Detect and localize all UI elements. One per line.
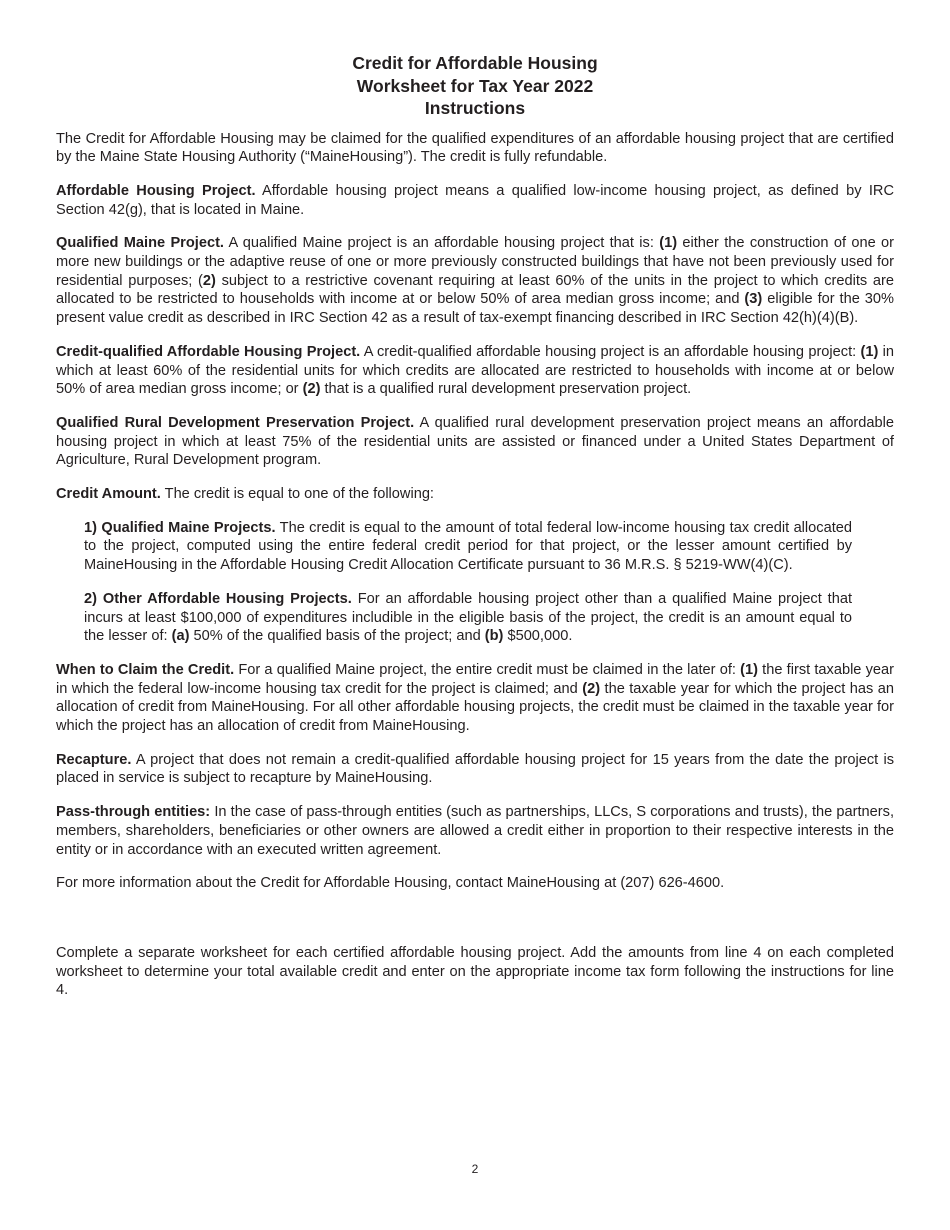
qualified-maine-project-heading: Qualified Maine Project. [56,235,224,252]
option-1-paragraph [84,519,852,575]
document-title [56,52,894,120]
when-to-claim-paragraph [56,661,894,736]
credit-qualified-project-text-3: that is a qualified rural development preservation project. [320,381,692,398]
document-page [56,52,894,1015]
more-info-paragraph: For more information about the Credit for Affordable Housing, contact MaineHousing at (207) 626-4600. [56,875,725,892]
credit-amount-text: The credit is equal to one of the following: [160,486,434,503]
complete-worksheet-paragraph: Complete a separate worksheet for each certified affordable housing project. Add the amounts from line 4 on each completed worksheet to determine your total available credit and enter on the appropriate income tax form following the instructions for line 4. [56,945,894,999]
qualified-maine-project-marker-3: (3) [744,291,763,308]
credit-qualified-project-text-2: in which at least 60% of the residential units for which credits are allocated are restricted to households with income at or below 50% of area median gross income; or [56,343,894,398]
credit-qualified-project-heading: Credit-qualified Affordable Housing Project. [56,343,361,360]
affordable-housing-project-heading: Affordable Housing Project. [56,182,256,199]
option-1-text: The credit is equal to the amount of total federal low-income housing tax credit allocated to the project, computed using the entire federal credit period for that project, or the lesser amount certified by MaineHousing in the Affordable Housing Credit Allocation Certificate pursuant to 36 M.R.S. § 5219-WW(4)(C). [84,519,852,574]
qualified-maine-project-marker-1: (1) [659,235,678,252]
recapture-heading: Recapture. [56,751,132,768]
credit-qualified-project-paragraph [56,343,894,399]
credit-amount-paragraph [56,485,894,504]
rural-preservation-project-text: A qualified rural development preservation project means an affordable housing project in which at least 75% of the residential units are assisted or financed under a United States Department of Agriculture, Rural Development program. [56,414,895,469]
intro-paragraph: The Credit for Affordable Housing may be claimed for the qualified expenditures of an affordable housing project that are certified by the Maine State Housing Authority (“MaineHousing”). The credit is fully refundable. [56,130,894,166]
when-to-claim-text-1: For a qualified Maine project, the entire credit must be claimed in the later of: [234,661,741,678]
option-2-text-2: 50% of the qualified basis of the project; and [189,628,485,645]
qualified-maine-project-text-4: eligible for the 30% present value credit as described in IRC Section 42 as a result of tax-exempt financing described in IRC Section 42(h)(4)(B). [56,291,894,327]
option-2-text-3: $500,000. [503,628,573,645]
affordable-housing-project-paragraph [56,182,894,219]
option-2-marker-b: (b) [484,628,504,645]
qualified-maine-project-text-3: subject to a restrictive covenant requiring at least 60% of the units in the project to which credits are allocated to be restricted to households with income at or below 50% of area median gross income; and [56,272,894,308]
when-to-claim-text-3: the taxable year for which the project has an allocation of credit from MaineHousing. For all other affordable housing projects, the credit must be claimed in the taxable year for which the project has an allocation of credit from MaineHousing. [56,680,895,735]
affordable-housing-project-text: Affordable housing project means a qualified low-income housing project, as defined by IRC Section 42(g), that is located in Maine. [56,182,894,218]
recapture-paragraph [56,751,894,788]
rural-preservation-project-paragraph [56,414,894,470]
recapture-text: A project that does not remain a credit-qualified affordable housing project for 15 years from the date the project is placed in service is subject to recapture by MaineHousing. [56,751,894,787]
when-to-claim-marker-2: (2) [582,680,601,697]
option-2-marker-a: (a) [171,628,190,645]
pass-through-paragraph [56,803,894,859]
page-number: 2 [471,1162,479,1176]
qualified-maine-project-text-1: A qualified Maine project is an affordable housing project that is: [223,235,660,252]
qualified-maine-project-marker-2: 2) [202,272,216,289]
credit-qualified-project-text-1: A credit-qualified affordable housing project is an affordable housing project: [360,343,861,360]
option-2-paragraph [84,590,852,646]
title-line-1: Credit for Affordable Housing [352,53,598,73]
credit-qualified-project-marker-1: (1) [860,343,879,360]
rural-preservation-project-heading: Qualified Rural Development Preservation Project. [56,414,415,431]
pass-through-heading: Pass-through entities: [56,804,211,821]
option-2-text-1: For an affordable housing project other than a qualified Maine project that incurs at least $100,000 of expenditures includible in the eligible basis of the project, the credit is an amount equal to the lesser of: [84,590,853,645]
when-to-claim-marker-1: (1) [740,661,758,678]
credit-qualified-project-marker-2: (2) [302,381,321,398]
section-spacer [56,908,894,944]
option-1-heading: 1) Qualified Maine Projects. [84,519,276,536]
pass-through-text: In the case of pass-through entities (such as partnerships, LLCs, S corporations and trusts), the partners, members, shareholders, beneficiaries or other owners are allowed a credit either in proportion to their respective interests in the entity or in accordance with an executed written agreement. [56,804,895,858]
when-to-claim-heading: When to Claim the Credit. [56,661,235,678]
qualified-maine-project-text-2: either the construction of one or more new buildings or the adaptive reuse of one or more previously constructed buildings that have not been previously used for residential purposes; ( [56,235,894,289]
option-2-heading: 2) Other Affordable Housing Projects. [84,590,352,607]
when-to-claim-text-2: the first taxable year in which the federal low-income housing tax credit for the project is claimed; and [56,661,895,697]
qualified-maine-project-paragraph [56,234,894,328]
title-line-2: Worksheet for Tax Year 2022 [356,75,594,96]
credit-amount-heading: Credit Amount. [56,486,161,503]
title-line-3: Instructions [424,98,526,118]
